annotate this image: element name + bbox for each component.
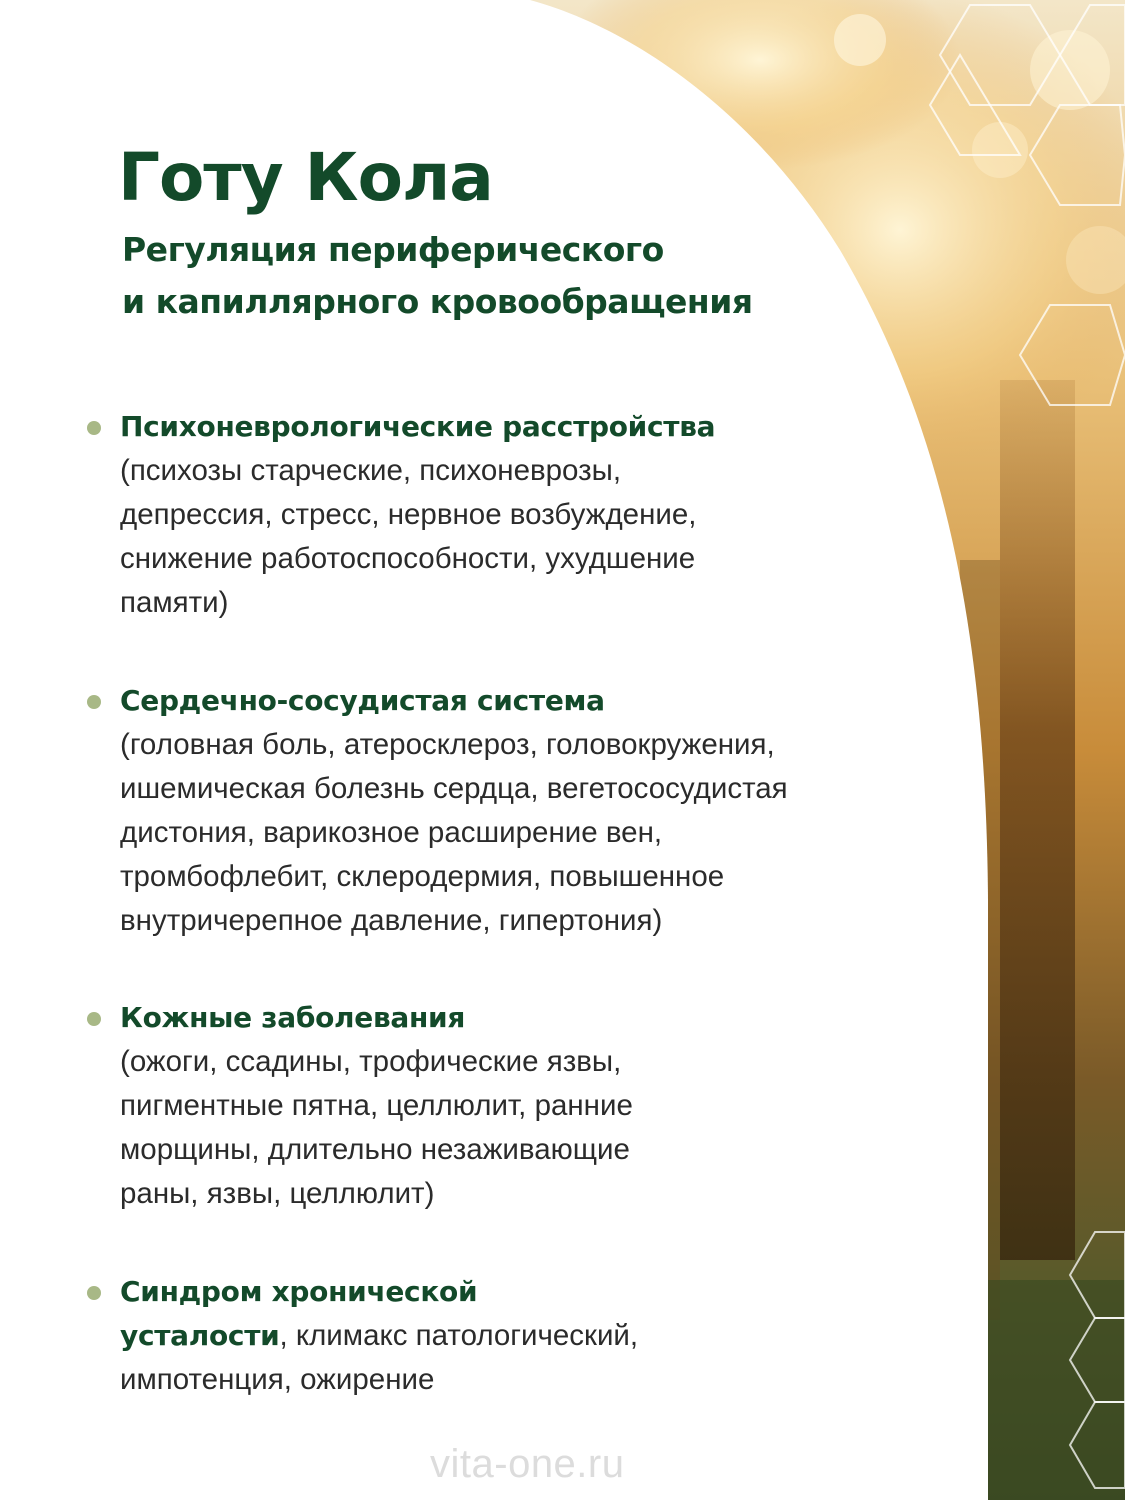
list-item-chronic-fatigue [120,1270,880,1402]
item-heading-continued: усталости [120,1319,280,1352]
bullet-dot-icon [87,1286,101,1300]
item-text-line: памяти) [120,586,229,619]
item-text-line: дистония, варикозное расширение вен, [120,816,663,849]
bullet-dot-icon [87,421,101,435]
list-item-cardiovascular [120,679,880,943]
list-item-psychoneurological [120,405,880,625]
item-text-line: внутричерепное давление, гипертония) [120,904,663,937]
page-title: Готу Кола [118,139,493,216]
watermark: vita-one.ru [430,1442,625,1486]
item-text-line: морщины, длительно незаживающие [120,1133,630,1166]
bullet-dot-icon [87,695,101,709]
item-heading: Кожные заболевания [120,1001,465,1034]
item-mixed-line [120,1314,880,1358]
page-subtitle [122,224,753,328]
item-text-line: тромбофлебит, склеродермия, повышенное [120,860,725,893]
subtitle-line-1: Регуляция периферического [122,230,664,269]
item-text-line: депрессия, стресс, нервное возбуждение, [120,498,697,531]
item-text-line: импотенция, ожирение [120,1363,435,1396]
item-text-line: (психозы старческие, психоневрозы, [120,454,622,487]
item-text-line: пигментные пятна, целлюлит, ранние [120,1089,633,1122]
item-heading: Синдром хронической [120,1275,478,1308]
subtitle-line-2: и капиллярного кровообращения [122,282,753,321]
item-text-line: раны, язвы, целлюлит) [120,1177,435,1210]
item-text-inline: , климакс патологический, [279,1319,639,1352]
list-item-skin-diseases [120,996,880,1216]
item-text-line: снижение работоспособности, ухудшение [120,542,696,575]
bullet-dot-icon [87,1012,101,1026]
item-heading: Сердечно-сосудистая система [120,684,605,717]
item-text-line: (головная боль, атеросклероз, головокружения, [120,728,775,761]
item-text-line: (ожоги, ссадины, трофические язвы, [120,1045,622,1078]
item-text-line: ишемическая болезнь сердца, вегетососудистая [120,772,788,805]
item-heading: Психоневрологические расстройства [120,410,716,443]
